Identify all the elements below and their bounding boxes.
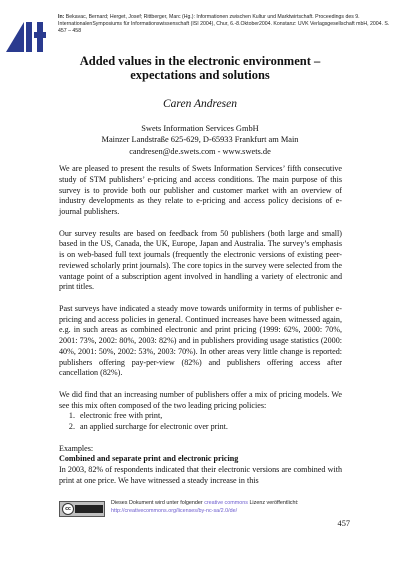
cc-logo-icon: cc — [62, 503, 74, 515]
citation-prefix: In: — [58, 14, 65, 20]
paragraph: We are pleased to present the results of Swets Information Services’ fifth consecutive study of STM publishers’ e-pricing and access conditions. The main purpose of this survey is to provide both our publisher and customer market with an overview of industry developments as they relate to e-pricing and access policy decisions of e-journal publishers. — [59, 164, 342, 216]
page-number: 457 — [337, 519, 350, 528]
pricing-model-list — [59, 411, 342, 433]
title-line-1: Added values in the electronic environment – — [79, 54, 321, 68]
affiliation-org: Swets Information Services GmbH — [141, 124, 259, 133]
list-item: 2. an applied surcharge for electronic over print. — [77, 422, 342, 433]
creative-commons-badge-icon — [59, 501, 105, 517]
affiliation — [0, 123, 400, 157]
license-url-link[interactable]: http://creativecommons.org/licenses/by-nc-sa/2.0/de/ — [111, 507, 238, 514]
paragraph: In 2003, 82% of respondents indicated that their electronic versions are combined with print at one price. We have witnessed a steady increase in this — [59, 465, 342, 485]
author-name: Caren Andresen — [163, 98, 237, 110]
affiliation-contact: candresen@de.swets.com - www.swets.de — [129, 146, 271, 156]
license-text-block — [111, 500, 361, 515]
license-bar-icon — [75, 505, 103, 513]
examples-label: Examples: — [59, 443, 94, 453]
section-subheading: Combined and separate print and electronic pricing — [59, 454, 239, 464]
citation-text: Bekavac, Bernard; Herget, Josef; Rittberger, Marc (Hg.): Informationen zwischen Kultur und Marktwirtschaft. Proceedings des 9. InternationalenSymposiums für Informationswissenschaft (ISI 2004), Chur, 6.-8.Oktober2004. Konstanz: UVK Verlagsgesellschaft mbH, 2004. S. 457 – 458 — [58, 14, 390, 35]
symposium-logo — [4, 18, 48, 54]
paragraph: We did find that an increasing number of publishers offer a mix of pricing models. We see this mix often composed of the two leading pricing policies: — [59, 389, 342, 410]
creative-commons-link[interactable]: creative commons — [204, 500, 248, 506]
list-item: 1. electronic free with print, — [77, 411, 342, 422]
citation-header — [58, 14, 390, 35]
license-footer — [59, 499, 359, 521]
license-suffix: Lizenz veröffentlicht: — [249, 500, 299, 506]
paragraph: Our survey results are based on feedback from 50 publishers (both large and small) based in the US, Canada, the UK, Europe, Japan and Australia. The survey’s emphasis is on web-based full text journals (frequently the electronic versions of existing peer-reviewed scholarly print journals). The core topics in the survey were selected from the vantage point of a subscription agent involved in handling a variety of electronic and print titles. — [59, 228, 342, 292]
body-text — [59, 164, 342, 497]
paragraph: Past surveys have indicated a steady move towards uniformity in terms of publisher e-pricing and access policies in general. Continued increases have been witnessed again, e.g. in such areas as combined electronic and print pricing (1999: 62%, 2000: 70%, 2001: 73%, 2002: 80%, 2003: 82%) and in publishers providing usage statistics (2000: 40%, 2001: 50%, 2002: 53%, 2003: 70%). In other areas very little change is reported: publishers offering pay-per-view (82%) and publishers offering access after cancellation (82%). — [59, 303, 342, 378]
license-text: Dieses Dokument wird unter folgender — [111, 500, 203, 506]
paper-title — [40, 54, 360, 82]
title-line-2: expectations and solutions — [130, 68, 270, 82]
affiliation-address: Mainzer Landstraße 625-629, D-65933 Frankfurt am Main — [101, 135, 299, 145]
